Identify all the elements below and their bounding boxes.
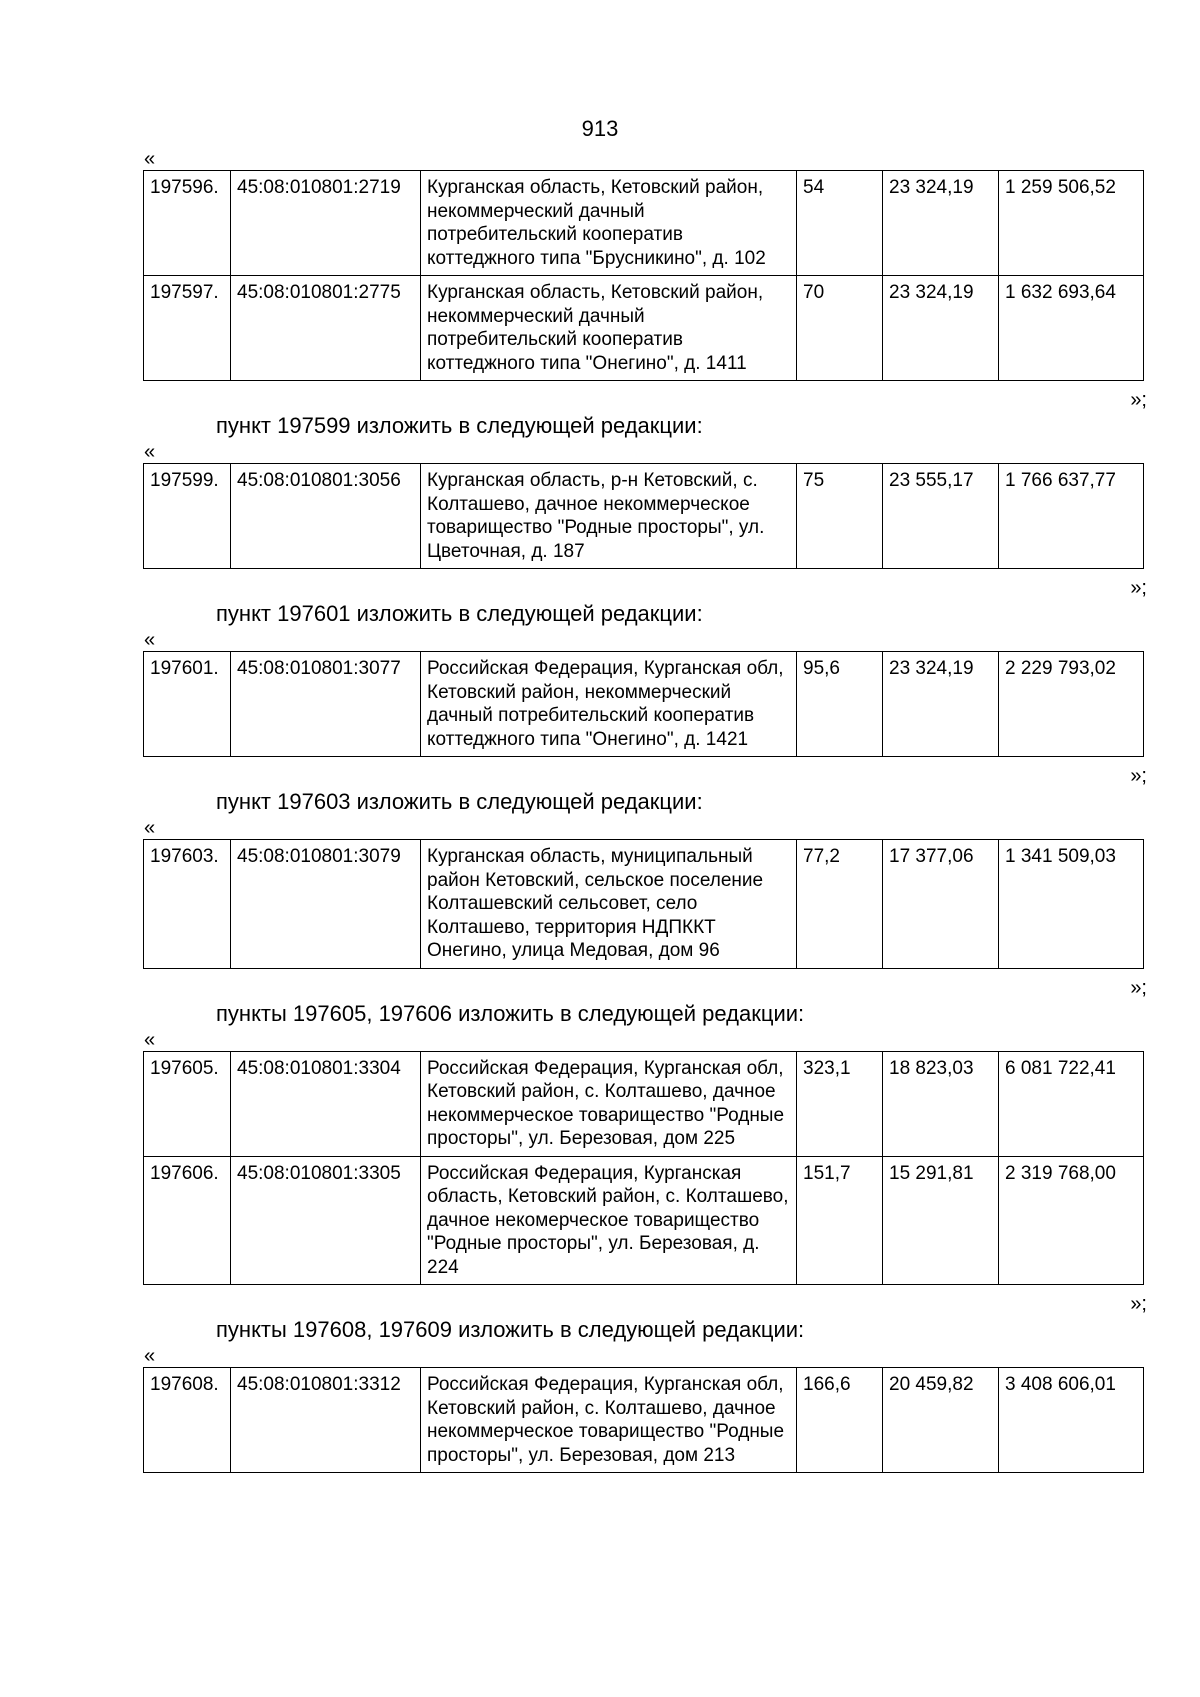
table-row [144, 1156, 1144, 1285]
area-cell: 75 [797, 464, 883, 569]
spacer [143, 381, 1143, 389]
unit-value-cell: 23 324,19 [883, 171, 999, 276]
address-cell: Российская Федерация, Курганская обл, Кетовский район, с. Колташево, дачное некоммерческое товарищество "Родные просторы", ул. Березовая, дом 225 [421, 1051, 797, 1156]
opening-quote: « [144, 148, 156, 170]
item-number-cell: 197599. [144, 464, 231, 569]
total-value-cell: 6 081 722,41 [999, 1051, 1144, 1156]
amendment-instruction: пункты 197605, 197606 изложить в следующей редакции: [216, 1000, 805, 1026]
closing-quote: »; [1130, 976, 1147, 999]
unit-value-cell: 23 555,17 [883, 464, 999, 569]
unit-value-cell: 23 324,19 [883, 276, 999, 381]
table-row [144, 464, 1144, 569]
area-cell: 151,7 [797, 1156, 883, 1285]
cadastral-number-cell: 45:08:010801:3079 [231, 840, 421, 969]
opening-quote: « [144, 1345, 156, 1367]
total-value-cell: 1 632 693,64 [999, 276, 1144, 381]
item-number-cell: 197601. [144, 652, 231, 757]
address-cell: Курганская область, р-н Кетовский, с. Колташево, дачное некоммерческое товарищество "Родные просторы", ул. Цветочная, д. 187 [421, 464, 797, 569]
total-value-cell: 2 319 768,00 [999, 1156, 1144, 1285]
amendment-instruction: пункт 197603 изложить в следующей редакции: [216, 789, 703, 814]
opening-quote: « [144, 817, 156, 839]
cadastral-number-cell: 45:08:010801:3312 [231, 1368, 421, 1473]
area-cell: 70 [797, 276, 883, 381]
total-value-cell: 2 229 793,02 [999, 652, 1144, 757]
spacer [143, 969, 1143, 977]
area-cell: 166,6 [797, 1368, 883, 1473]
page-number: 913 [581, 116, 619, 141]
amendment-instruction: пункты 197608, 197609 изложить в следующей редакции: [216, 1317, 805, 1342]
amendment-instruction: пункт 197599 изложить в следующей редакции: [216, 413, 703, 438]
closing-quote: »; [1130, 577, 1147, 599]
spacer [143, 569, 1143, 577]
item-number-cell: 197603. [144, 840, 231, 969]
area-cell: 323,1 [797, 1051, 883, 1156]
total-value-cell: 1 259 506,52 [999, 171, 1144, 276]
opening-quote: « [144, 1028, 156, 1051]
amendment-table [143, 839, 1144, 969]
unit-value-cell: 20 459,82 [883, 1368, 999, 1473]
unit-value-cell: 23 324,19 [883, 652, 999, 757]
amendment-table [143, 463, 1144, 569]
address-cell: Российская Федерация, Курганская обл, Кетовский район, с. Колташево, дачное некоммерческое товарищество "Родные просторы", ул. Березовая, дом 213 [421, 1368, 797, 1473]
cadastral-number-cell: 45:08:010801:3304 [231, 1051, 421, 1156]
closing-quote: »; [1130, 765, 1147, 787]
address-cell: Курганская область, Кетовский район, некоммерческий дачный потребительский кооператив коттеджного типа "Брусникино", д. 102 [421, 171, 797, 276]
amendment-table [143, 170, 1144, 381]
area-cell: 77,2 [797, 840, 883, 969]
address-cell: Российская Федерация, Курганская область, Кетовский район, с. Колташево, дачное некомерческое товарищество "Родные просторы", ул. Березовая, д. 224 [421, 1156, 797, 1285]
table-row [144, 1051, 1144, 1156]
item-number-cell: 197596. [144, 171, 231, 276]
cadastral-number-cell: 45:08:010801:2775 [231, 276, 421, 381]
area-cell: 54 [797, 171, 883, 276]
item-number-cell: 197597. [144, 276, 231, 381]
cadastral-number-cell: 45:08:010801:3056 [231, 464, 421, 569]
unit-value-cell: 15 291,81 [883, 1156, 999, 1285]
table-row [144, 276, 1144, 381]
table-row [144, 1368, 1144, 1473]
total-value-cell: 3 408 606,01 [999, 1368, 1144, 1473]
area-cell: 95,6 [797, 652, 883, 757]
amendment-table [143, 1367, 1144, 1473]
amendment-table [143, 651, 1144, 757]
cadastral-number-cell: 45:08:010801:2719 [231, 171, 421, 276]
closing-quote: »; [1130, 1293, 1147, 1315]
cadastral-number-cell: 45:08:010801:3077 [231, 652, 421, 757]
address-cell: Курганская область, Кетовский район, некоммерческий дачный потребительский кооператив коттеджного типа "Онегино", д. 1411 [421, 276, 797, 381]
item-number-cell: 197606. [144, 1156, 231, 1285]
total-value-cell: 1 341 509,03 [999, 840, 1144, 969]
table-row [144, 171, 1144, 276]
spacer [143, 1285, 1143, 1293]
table-row [144, 840, 1144, 969]
spacer [143, 757, 1143, 765]
unit-value-cell: 18 823,03 [883, 1051, 999, 1156]
document-body [143, 148, 1147, 1473]
table-row [144, 652, 1144, 757]
opening-quote: « [144, 629, 156, 651]
address-cell: Курганская область, муниципальный район Кетовский, сельское поселение Колташевский сельсовет, село Колташево, территория НДПККТ Онегино, улица Медовая, дом 96 [421, 840, 797, 969]
item-number-cell: 197605. [144, 1051, 231, 1156]
amendment-instruction: пункт 197601 изложить в следующей редакции: [216, 601, 703, 626]
total-value-cell: 1 766 637,77 [999, 464, 1144, 569]
address-cell: Российская Федерация, Курганская обл, Кетовский район, некоммерческий дачный потребительский кооператив коттеджного типа "Онегино", д. 1421 [421, 652, 797, 757]
unit-value-cell: 17 377,06 [883, 840, 999, 969]
cadastral-number-cell: 45:08:010801:3305 [231, 1156, 421, 1285]
closing-quote: »; [1130, 389, 1147, 411]
item-number-cell: 197608. [144, 1368, 231, 1473]
amendment-table [143, 1051, 1144, 1286]
opening-quote: « [144, 441, 156, 463]
